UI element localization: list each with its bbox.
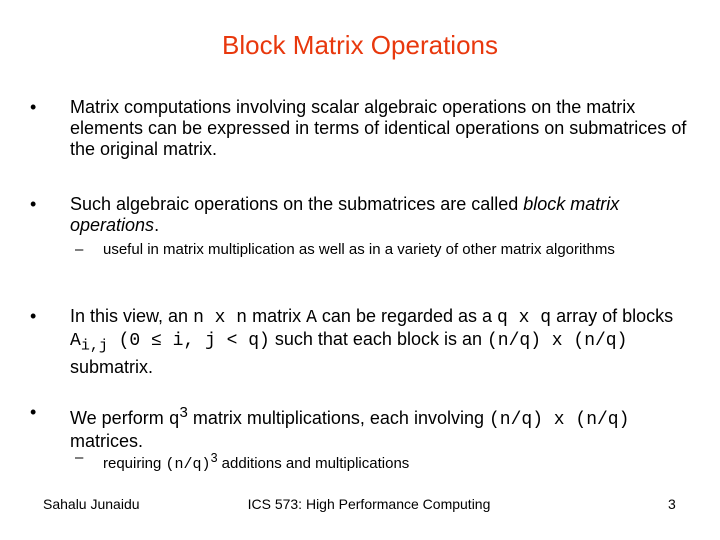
subbullet-4-superscript: 3: [210, 451, 218, 465]
footer-page-number: 3: [668, 496, 676, 512]
bullet-4-part: matrix multiplications, each involving: [187, 408, 489, 428]
bullet-3-text: [70, 306, 700, 378]
bullet-3-math: A: [306, 308, 317, 328]
subbullet-2: [75, 241, 675, 259]
footer-course: ICS 573: High Performance Computing: [247, 496, 491, 512]
bullet-4-text: [70, 402, 700, 452]
bullet-3: [30, 306, 700, 378]
bullet-1-text: Matrix computations involving scalar algebraic operations on the matrix elements can be expressed in terms of identical operations on submatrices of the original matrix.: [70, 97, 687, 159]
bullet-3-subscript: i,j: [80, 337, 108, 355]
bullet-4-math: q: [168, 410, 180, 430]
bullet-3-math: q x q: [497, 308, 552, 328]
subbullet-marker: –: [75, 449, 84, 466]
bullet-1: [30, 97, 700, 160]
bullet-3-math: (n/q) x (n/q): [486, 331, 628, 351]
footer-author: Sahalu Junaidu: [43, 496, 140, 512]
subbullet-4-math: (n/q): [165, 456, 211, 473]
subbullet-2-text: useful in matrix multiplication as well as in a variety of other matrix algorithms: [103, 241, 615, 258]
bullet-3-math: (0 ≤ i, j < q): [107, 331, 270, 351]
subbullet-4-part: requiring: [103, 455, 166, 472]
bullet-2-tail: .: [154, 215, 160, 235]
bullet-3-part: array of blocks: [551, 306, 674, 326]
bullet-3-math: n x n: [193, 308, 248, 328]
subbullet-4-part: additions and multiplications: [217, 455, 410, 472]
bullet-2-text: [70, 194, 700, 236]
bullet-3-part: submatrix.: [70, 356, 154, 377]
bullet-4-superscript: 3: [179, 404, 188, 421]
bullet-3-part: In this view, an: [70, 306, 194, 326]
bullet-3-part: matrix: [247, 306, 307, 326]
slide-title: Block Matrix Operations: [222, 30, 498, 60]
bullet-marker: •: [30, 402, 37, 422]
bullet-3-part: such that each block is an: [269, 329, 487, 349]
bullet-4-part: matrices.: [70, 431, 144, 451]
subbullet-4: [75, 449, 675, 474]
bullet-marker: •: [30, 306, 37, 326]
bullet-2: [30, 194, 700, 236]
bullet-4-part: We perform: [70, 408, 169, 428]
bullet-2-emphasis: block matrix operations: [70, 194, 620, 235]
subbullet-4-text: [103, 449, 675, 474]
bullet-marker: •: [30, 194, 37, 214]
bullet-3-math: A: [70, 331, 81, 351]
bullet-4-math: (n/q) x (n/q): [488, 410, 630, 430]
bullet-3-part: can be regarded as a: [316, 306, 498, 326]
bullet-4: [30, 402, 700, 452]
bullet-2-lead: Such algebraic operations on the submatrices are called: [70, 194, 524, 214]
bullet-marker: •: [30, 97, 37, 117]
subbullet-marker: –: [75, 241, 84, 258]
